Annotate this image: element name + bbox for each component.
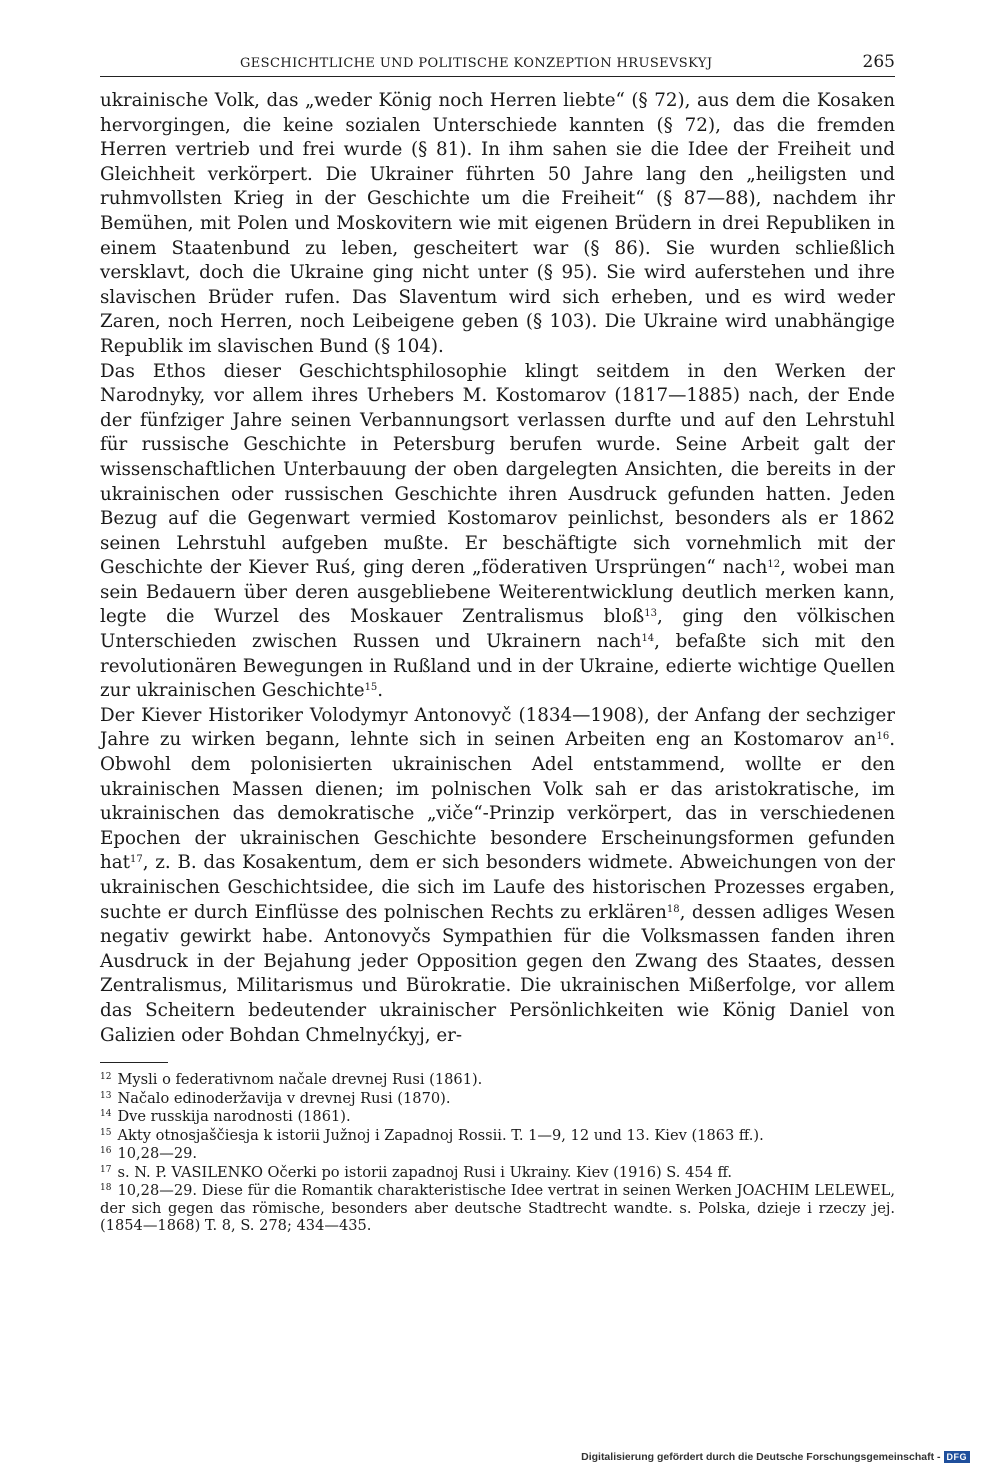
footnote-number: 15 [100, 1127, 112, 1138]
paragraph-text: Das Ethos dieser Geschichtsphilosophie klingt seitdem in den Werken der Narodnyky, vor allem ihres Urhebers M. Kostomarov (1817—1885) nach, der Ende der fünfziger Jahre seinen Verbannungsort verlassen durfte und auf den Lehrstuhl für russische Geschichte in Petersburg berufen wurde. Seine Arbeit galt der wissenschaftlichen Unterbauung der oben dargelegten Ansichten, die bereits in der ukrainischen oder russischen Geschichte ihren Ausdruck gefunden hatten. Jeden Bezug auf die Gegenwart vermied Kostomarov peinlichst, besonders als er 1862 seinen Lehrstuhl aufgeben mußte. Er beschäftigte sich vornehmlich mit der Geschichte der Kiever Ruś, ging deren „föderativen Ursprüngen“ nach [100, 360, 895, 579]
footnote [100, 1108, 895, 1126]
footnote-text: 10,28—29. [117, 1145, 198, 1163]
paragraph [100, 89, 895, 360]
paragraph [100, 360, 895, 704]
paragraph-text: , z. B. das Kosakentum, dem er sich besonders widmete. Abweichungen von der ukrainischen Geschichtsidee, die sich im Laufe des historischen Prozesses ergaben, suchte er durch Einflüsse des polnischen Rechts zu erklären [100, 852, 895, 923]
footnote [100, 1145, 895, 1163]
page-number: 265 [862, 52, 895, 72]
footnote [100, 1090, 895, 1108]
footnote-number: 17 [100, 1164, 112, 1175]
footnote-text: Načalo edinoderžavija v drevnej Rusi (1870). [117, 1089, 451, 1107]
footnote-number: 18 [100, 1183, 112, 1194]
paragraph-text: , wobei man sein Bedauern über deren ausgebliebene Weiterentwicklung deutlich merken kann, legte die Wurzel des Moskauer Zentralismus bloß [100, 557, 895, 628]
footnote-ref[interactable]: 16 [876, 731, 890, 743]
footnote-text: 10,28—29. Diese für die Romantik charakteristische Idee vertrat in seinen Werken JOACHIM LELEWEL, der sich gegen das römische, besonders aber deutsche Stadtrecht wandte. s. Polska, dzieje i rzeczy jej. (1854—1868) T. 8, S. 278; 434—435. [100, 1182, 895, 1235]
paragraph-text: , dessen adliges Wesen negativ gewirkt habe. Antonovyčs Sympathien für die Volksmassen fanden ihren Ausdruck in der Bejahung jeder Opposition gegen den Zwang des Staates, dessen Zentralismus, Militarismus und Bürokratie. Die ukrainischen Mißerfolge, vor allem das Scheitern bedeutender ukrainischer Persönlichkeiten wie König Daniel von Galizien oder Bohdan Chmelnyćkyj, er- [100, 901, 895, 1046]
footnote-ref[interactable]: 17 [130, 854, 143, 866]
funding-notice [581, 1451, 970, 1463]
paragraph-text: ukrainische Volk, das „weder König noch Herren liebte“ (§ 72), aus dem die Kosaken hervorgingen, die keine sozialen Unterschiede kannten (§ 72), das die fremden Herren vertrieb und frei wurde (§ 81). In ihm sahen sie die Idee der Freiheit und Gleichheit verkörpert. Die Ukrainer führten 50 Jahre lang den „heiligsten und ruhmvollsten Krieg in der Geschichte um die Freiheit“ (§ 87—88), nachdem ihr Bemühen, mit Polen und Moskovitern wie mit eigenen Brüdern in drei Republiken in einem Staatenbund zu leben, gescheitert war (§ 86). Sie wurden schließlich versklavt, doch die Ukraine ging nicht unter (§ 95). Sie wird auferstehen und ihre slavischen Brüder rufen. Das Slaventum wird sich erheben, und es wird weder Zaren, noch Herren, noch Leibeigene geben (§ 103). Die Ukraine wird unabhängige Republik im slavischen Bund (§ 104). [100, 90, 895, 357]
footnote-number: 16 [100, 1146, 112, 1157]
paragraph-text: , befaßte sich mit den revolutionären Bewegungen in Rußland und in der Ukraine, edierte wichtige Quellen zur ukrainischen Geschichte [100, 631, 895, 702]
dfg-logo-icon: DFG [944, 1451, 971, 1463]
footnote-text: Dve russkija narodnosti (1861). [117, 1108, 351, 1126]
footnote-number: 12 [100, 1072, 112, 1083]
body-text [100, 89, 895, 1048]
running-header [100, 52, 895, 77]
footnote-number: 13 [100, 1090, 112, 1101]
footnote-ref[interactable]: 14 [641, 633, 655, 645]
footnote [100, 1127, 895, 1145]
footnote-ref[interactable]: 12 [767, 559, 781, 571]
paragraph-text: Der Kiever Historiker Volodymyr Antonovyč (1834—1908), der Anfang der sechziger Jahre zu wirken begann, lehnte sich in seinen Arbeiten eng an Kostomarov an [100, 704, 895, 751]
footnote-ref[interactable]: 13 [644, 608, 657, 620]
paragraph-text: , ging den völkischen Unterschieden zwischen Russen und Ukrainern nach [100, 606, 895, 653]
footnote-number: 14 [100, 1109, 112, 1120]
footnote [100, 1071, 895, 1089]
running-title: GESCHICHTLICHE UND POLITISCHE KONZEPTION HRUSEVSKYJ [240, 56, 713, 71]
footnote-ref[interactable]: 18 [666, 903, 680, 915]
footnotes [100, 1071, 895, 1235]
document-page [100, 52, 895, 1236]
footnote-text: Mysli o federativnom načale drevnej Rusi (1861). [117, 1071, 483, 1089]
footnote-ref[interactable]: 15 [364, 682, 378, 694]
footnote-text: s. N. P. VASILENKO Očerki po istorii zapadnoj Rusi i Ukrainy. Kiev (1916) S. 454 ff. [117, 1163, 733, 1181]
footnote [100, 1182, 895, 1235]
footnote-text: Akty otnosjaščiesja k istorii Južnoj i Zapadnoj Rossii. T. 1—9, 12 und 13. Kiev (1863 ff.). [117, 1126, 764, 1144]
footnote-divider [100, 1062, 168, 1063]
funding-text: Digitalisierung gefördert durch die Deutsche Forschungsgemeinschaft - [581, 1451, 941, 1463]
paragraph [100, 704, 895, 1048]
paragraph-text: . Obwohl dem polonisierten ukrainischen Adel entstammend, wollte er den ukrainischen Massen dienen; im polnischen Volk sah er das aristokratische, im ukrainischen das demokratische „viče“-Prinzip verkörpert, das in verschiedenen Epochen der ukrainischen Geschichte besondere Erscheinungsformen gefunden hat [100, 729, 895, 874]
footnote [100, 1164, 895, 1182]
paragraph-text: . [377, 680, 384, 702]
